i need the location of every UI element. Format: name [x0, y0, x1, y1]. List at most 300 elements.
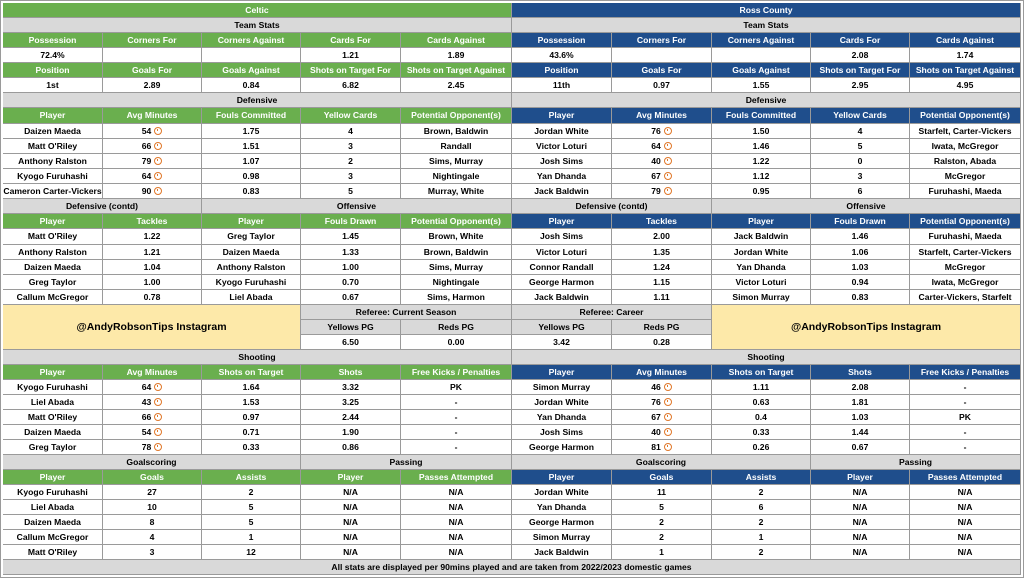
left-team-cards-for: [301, 48, 401, 63]
col-header-potential-opponents-text: Potential Opponent(s): [411, 215, 501, 226]
avg-minutes-text: 66: [141, 411, 152, 422]
goals-text: 10: [147, 501, 157, 512]
goals: [103, 530, 202, 545]
assists: [202, 545, 301, 560]
player-name-text: Kyogo Furuhashi: [17, 170, 88, 181]
potential-opponents-text: McGregor: [944, 261, 986, 272]
player-name-text: Jordan White: [534, 125, 589, 136]
referee-career-reds-text: 0.28: [653, 336, 670, 347]
shots-text: 1.81: [851, 396, 869, 407]
fouls-drawn-text: 0.83: [851, 291, 869, 302]
shots-text: 0.67: [851, 441, 869, 452]
player-name: [3, 154, 103, 169]
stopwatch-icon: [154, 172, 162, 180]
passes-attempted-text: N/A: [448, 531, 464, 542]
fouls-committed-text: 0.98: [242, 170, 260, 181]
avg-minutes-text: 54: [141, 426, 152, 437]
player-name-text: Victor Loturi: [735, 276, 787, 287]
right-team-position: [512, 78, 612, 93]
player-name: [512, 275, 612, 290]
potential-opponents: [401, 154, 512, 169]
col-header-goals-text: Goals: [140, 471, 164, 482]
right-team-position-text: 11th: [552, 79, 571, 90]
col-header-shots-on-target-for: [301, 63, 401, 78]
passes-attempted-text: N/A: [957, 486, 973, 497]
passing-player-text: N/A: [343, 546, 358, 557]
player-name-text: Matt O'Riley: [27, 140, 78, 151]
col-header-corners-against: [712, 33, 811, 48]
yellow-cards: [811, 184, 910, 199]
col-header-reds-pg: [401, 320, 512, 335]
potential-opponents-text: Sims, Murray: [429, 155, 483, 166]
col-header-yellows-pg: [301, 320, 401, 335]
player-name: [512, 124, 612, 139]
player-name: [3, 275, 103, 290]
player-name: [712, 229, 811, 245]
fouls-committed-text: 0.83: [242, 185, 260, 196]
assists-text: 5: [248, 501, 254, 512]
player-name-text: Liel Abada: [30, 396, 75, 407]
potential-opponents-text: Furuhashi, Maeda: [928, 185, 1002, 196]
passes-attempted-text: N/A: [957, 516, 973, 527]
stopwatch-icon: [154, 127, 162, 135]
avg-minutes-text: 54: [141, 125, 152, 136]
free-kicks-penalties: [910, 440, 1021, 455]
right-team-cards-for: [811, 48, 910, 63]
tackles-value: [612, 290, 712, 305]
col-header-cards-against: [910, 33, 1021, 48]
section-defensive-contd-text: Defensive (contd): [65, 200, 139, 211]
free-kicks-penalties: [910, 410, 1021, 425]
avg-minutes: [103, 124, 202, 139]
passes-attempted: [910, 500, 1021, 515]
col-header-cards-against-text: Cards Against: [427, 34, 485, 45]
player-name-text: Matt O'Riley: [27, 231, 78, 242]
avg-minutes-text: 66: [141, 140, 152, 151]
col-header-goals-for: [612, 63, 712, 78]
player-name-text: Anthony Ralston: [216, 261, 286, 272]
stopwatch-icon: [154, 443, 162, 451]
left-team-goals-for: [103, 78, 202, 93]
player-name-text: Callum McGregor: [16, 531, 89, 542]
potential-opponents-text: Carter-Vickers, Starfelt: [918, 291, 1012, 302]
yellow-cards-text: 4: [348, 125, 353, 136]
yellow-cards: [811, 154, 910, 169]
tackles-value: [103, 245, 202, 260]
free-kicks-penalties-text: -: [963, 441, 967, 452]
shots-on-target-text: 0.33: [242, 441, 260, 452]
potential-opponents: [401, 260, 512, 275]
goals: [612, 485, 712, 500]
col-header-goals-for-text: Goals For: [641, 64, 682, 75]
stopwatch-icon: [154, 413, 162, 421]
free-kicks-penalties-text: -: [454, 411, 458, 422]
col-header-fouls-drawn-text: Fouls Drawn: [834, 215, 886, 226]
col-header-goals-against: [202, 63, 301, 78]
potential-opponents: [910, 169, 1021, 184]
col-header-shots-on-target-against: [401, 63, 512, 78]
yellow-cards-text: 2: [348, 155, 353, 166]
potential-opponents: [910, 154, 1021, 169]
player-name-text: Cameron Carter-Vickers: [3, 185, 102, 196]
player-name: [3, 169, 103, 184]
tackles-value: [103, 290, 202, 305]
tackles-value: [103, 229, 202, 245]
col-header-corners-against-text: Corners Against: [217, 34, 285, 45]
left-team-corners-for: [103, 48, 202, 63]
right-team-sot-for: [811, 78, 910, 93]
passes-attempted-text: N/A: [448, 516, 464, 527]
col-header-shots-on-target-for-text: Shots on Target For: [819, 64, 901, 75]
col-header-cards-for: [301, 33, 401, 48]
player-name-text: Kyogo Furuhashi: [215, 276, 287, 287]
col-header-corners-for: [103, 33, 202, 48]
yellow-cards-text: 5: [348, 185, 353, 196]
section-passing-text: Passing: [389, 456, 423, 467]
free-kicks-penalties-text: -: [963, 396, 967, 407]
player-name: [3, 425, 103, 440]
shots-text: 0.86: [342, 441, 359, 452]
stopwatch-icon: [664, 413, 672, 421]
yellow-cards: [301, 124, 401, 139]
player-name-text: Matt O'Riley: [27, 546, 78, 557]
col-header-player: [3, 470, 103, 485]
col-header-shots: [301, 365, 401, 380]
col-header-fouls-drawn: [301, 214, 401, 229]
col-header-potential-opponents-text: Potential Opponent(s): [920, 215, 1010, 226]
referee-career-reds: [612, 335, 712, 350]
avg-minutes: [612, 139, 712, 154]
fouls-drawn: [301, 290, 401, 305]
section-shooting: [512, 350, 1021, 365]
free-kicks-penalties-text: PK: [959, 411, 971, 422]
goals: [612, 530, 712, 545]
potential-opponents: [401, 229, 512, 245]
left-team-position-text: 1st: [46, 79, 59, 90]
potential-opponents: [401, 245, 512, 260]
player-name: [3, 530, 103, 545]
passing-player: [811, 530, 910, 545]
assists-text: 2: [758, 486, 764, 497]
col-header-player: [3, 108, 103, 124]
player-name-text: George Harmon: [529, 516, 594, 527]
left-team-sot-against-text: 2.45: [447, 79, 465, 90]
right-team-cards-for-text: 2.08: [851, 49, 869, 60]
free-kicks-penalties-text: PK: [450, 381, 462, 392]
avg-minutes-text: 46: [651, 381, 661, 392]
stopwatch-icon: [154, 428, 162, 436]
col-header-player-text: Player: [548, 215, 575, 226]
potential-opponents: [910, 245, 1021, 260]
col-header-player: [202, 214, 301, 229]
tackles-value-text: 1.24: [653, 261, 670, 272]
col-header-corners-for-text: Corners For: [127, 34, 177, 45]
assists: [712, 515, 811, 530]
yellow-cards-text: 0: [857, 155, 863, 166]
potential-opponents-text: McGregor: [944, 170, 986, 181]
passing-player: [811, 545, 910, 560]
shots: [811, 395, 910, 410]
assists: [202, 500, 301, 515]
avg-minutes-text: 64: [141, 381, 152, 392]
avg-minutes: [103, 440, 202, 455]
promo-left-text: @AndyRobsonTips Instagram: [76, 320, 227, 333]
player-name-text: Yan Dhanda: [536, 170, 587, 181]
player-name-text: Victor Loturi: [536, 246, 587, 257]
fouls-committed: [712, 184, 811, 199]
passes-attempted-text: N/A: [957, 501, 973, 512]
promo-right: [712, 305, 1021, 350]
player-name: [3, 500, 103, 515]
shots: [301, 410, 401, 425]
player-name: [3, 184, 103, 199]
passing-player: [301, 545, 401, 560]
avg-minutes: [612, 425, 712, 440]
col-header-corners-against-text: Corners Against: [727, 34, 795, 45]
section-offensive: [202, 199, 512, 214]
player-name-text: Matt O'Riley: [27, 411, 78, 422]
fouls-drawn: [811, 229, 910, 245]
col-header-fouls-committed-text: Fouls Committed: [725, 110, 797, 121]
section-offensive-text: Offensive: [846, 200, 886, 211]
stopwatch-icon: [664, 443, 672, 451]
right-team-title: [512, 3, 1021, 18]
potential-opponents: [910, 290, 1021, 305]
col-header-player-text: Player: [548, 471, 575, 482]
col-header-player-text: Player: [238, 215, 264, 226]
player-name-text: Liel Abada: [30, 501, 75, 512]
col-header-yellow-cards-text: Yellow Cards: [833, 110, 887, 121]
tackles-value: [103, 260, 202, 275]
free-kicks-penalties: [910, 395, 1021, 410]
assists-text: 1: [248, 531, 254, 542]
passes-attempted: [401, 545, 512, 560]
passing-player-text: N/A: [852, 501, 868, 512]
shots: [811, 380, 910, 395]
left-team-possession: [3, 48, 103, 63]
col-header-yellows-pg-text: Yellows PG: [327, 321, 374, 332]
right-team-sot-for-text: 2.95: [851, 79, 869, 90]
right-team-sot-against-text: 4.95: [956, 79, 974, 90]
fouls-committed-text: 1.12: [752, 170, 770, 181]
stopwatch-icon: [154, 142, 162, 150]
col-header-shots-on-target-text: Shots on Target: [218, 366, 284, 377]
col-header-goals-text: Goals: [649, 471, 674, 482]
left-team-goals-against-text: 0.84: [242, 79, 260, 90]
col-header-shots-on-target-against-text: Shots on Target Against: [915, 64, 1015, 75]
right-team-possession: [512, 48, 612, 63]
avg-minutes-text: 64: [651, 140, 661, 151]
player-name: [512, 290, 612, 305]
potential-opponents-text: Ralston, Abada: [933, 155, 997, 166]
shots-on-target: [202, 410, 301, 425]
col-header-avg-minutes: [612, 108, 712, 124]
stopwatch-icon: [664, 383, 672, 391]
col-header-cards-against-text: Cards Against: [936, 34, 994, 45]
avg-minutes: [612, 124, 712, 139]
yellow-cards-text: 4: [857, 125, 863, 136]
free-kicks-penalties: [401, 380, 512, 395]
fouls-committed-text: 1.75: [242, 125, 260, 136]
passes-attempted: [910, 515, 1021, 530]
tackles-value-text: 1.35: [653, 246, 670, 257]
player-name: [512, 380, 612, 395]
col-header-possession-text: Possession: [537, 34, 586, 45]
shots-on-target-text: 1.64: [242, 381, 260, 392]
free-kicks-penalties-text: -: [963, 426, 967, 437]
passes-attempted: [401, 485, 512, 500]
goals: [612, 500, 712, 515]
avg-minutes: [103, 380, 202, 395]
stopwatch-icon: [664, 398, 672, 406]
section-passing: [811, 455, 1021, 470]
player-name: [512, 515, 612, 530]
col-header-potential-opponents: [401, 108, 512, 124]
potential-opponents-text: Starfelt, Carter-Vickers: [918, 125, 1012, 136]
player-name: [512, 425, 612, 440]
passes-attempted: [910, 530, 1021, 545]
avg-minutes-text: 43: [141, 396, 152, 407]
section-goalscoring: [3, 455, 301, 470]
shots-on-target: [712, 380, 811, 395]
yellow-cards: [811, 169, 910, 184]
yellow-cards-text: 6: [857, 185, 863, 196]
player-name: [3, 245, 103, 260]
potential-opponents: [910, 139, 1021, 154]
player-name: [3, 139, 103, 154]
section-defensive-contd: [512, 199, 712, 214]
assists-text: 1: [758, 531, 764, 542]
footer-note: [3, 560, 1021, 575]
col-header-potential-opponents-text: Potential Opponent(s): [920, 110, 1010, 121]
footer-note-text: All stats are displayed per 90mins played and are taken from 2022/2023 domestic games: [331, 561, 692, 572]
passing-player: [301, 515, 401, 530]
col-header-yellow-cards: [811, 108, 910, 124]
assists-text: 12: [246, 546, 256, 557]
fouls-drawn-text: 1.33: [342, 246, 359, 257]
col-header-free-kicks-penalties: [401, 365, 512, 380]
potential-opponents: [401, 169, 512, 184]
left-team-title-text: Celtic: [245, 4, 269, 15]
promo-left: [3, 305, 301, 350]
player-name-text: Anthony Ralston: [18, 155, 87, 166]
col-header-player-text: Player: [39, 110, 66, 121]
player-name-text: Greg Taylor: [28, 276, 77, 287]
player-name-text: Jordan White: [534, 396, 589, 407]
avg-minutes: [612, 380, 712, 395]
passes-attempted: [401, 515, 512, 530]
fouls-committed: [712, 124, 811, 139]
col-header-fouls-committed-text: Fouls Committed: [215, 110, 287, 121]
team-stats-heading: [512, 18, 1021, 33]
player-name-text: Jack Baldwin: [733, 231, 789, 242]
col-header-position-text: Position: [544, 64, 579, 75]
passing-player-text: N/A: [343, 531, 358, 542]
fouls-drawn-text: 1.06: [851, 246, 869, 257]
potential-opponents-text: Sims, Harmon: [427, 291, 485, 302]
avg-minutes-text: 79: [651, 185, 661, 196]
fouls-committed: [712, 154, 811, 169]
assists: [712, 500, 811, 515]
potential-opponents-text: Furuhashi, Maeda: [928, 231, 1002, 242]
fouls-committed-text: 1.51: [242, 140, 260, 151]
goals: [103, 485, 202, 500]
right-team-possession-text: 43.6%: [549, 49, 574, 60]
left-team-goals-for-text: 2.89: [143, 79, 161, 90]
left-team-cards-against-text: 1.89: [447, 49, 465, 60]
shots-text: 3.32: [342, 381, 359, 392]
assists-text: 6: [758, 501, 764, 512]
referee-current-heading: [301, 305, 512, 320]
shots-text: 3.25: [342, 396, 359, 407]
passing-player-text: N/A: [852, 486, 868, 497]
player-name: [3, 380, 103, 395]
section-passing: [301, 455, 512, 470]
potential-opponents: [401, 290, 512, 305]
assists-text: 2: [758, 546, 764, 557]
col-header-goals: [612, 470, 712, 485]
col-header-cards-for-text: Cards For: [330, 34, 371, 45]
shots: [811, 410, 910, 425]
assists-text: 2: [758, 516, 764, 527]
passes-attempted-text: N/A: [448, 501, 464, 512]
player-name: [512, 229, 612, 245]
goals-text: 1: [659, 546, 664, 557]
col-header-player: [811, 470, 910, 485]
stopwatch-icon: [154, 398, 162, 406]
col-header-tackles: [103, 214, 202, 229]
shots-on-target: [712, 410, 811, 425]
fouls-committed: [202, 139, 301, 154]
fouls-committed-text: 1.22: [752, 155, 770, 166]
potential-opponents: [401, 124, 512, 139]
fouls-drawn-text: 1.00: [342, 261, 359, 272]
player-name-text: Kyogo Furuhashi: [17, 381, 88, 392]
avg-minutes: [103, 169, 202, 184]
passes-attempted-text: N/A: [957, 531, 973, 542]
shots: [811, 425, 910, 440]
col-header-avg-minutes: [612, 365, 712, 380]
avg-minutes: [103, 425, 202, 440]
goals: [103, 515, 202, 530]
player-name: [512, 154, 612, 169]
referee-current-yellows-text: 6.50: [342, 336, 359, 347]
potential-opponents-text: Iwata, McGregor: [931, 276, 999, 287]
tackles-value-text: 2.00: [653, 231, 670, 242]
player-name-text: Jack Baldwin: [534, 546, 589, 557]
right-team-cards-against: [910, 48, 1021, 63]
referee-current-reds: [401, 335, 512, 350]
col-header-player-text: Player: [548, 366, 575, 377]
passes-attempted-text: N/A: [957, 546, 973, 557]
shots-text: 1.44: [851, 426, 869, 437]
right-team-goals-for: [612, 78, 712, 93]
section-offensive: [712, 199, 1021, 214]
player-name-text: Jordan White: [534, 486, 589, 497]
avg-minutes: [612, 154, 712, 169]
player-name-text: Victor Loturi: [536, 140, 587, 151]
player-name: [3, 485, 103, 500]
avg-minutes: [612, 169, 712, 184]
potential-opponents: [910, 229, 1021, 245]
col-header-player: [3, 365, 103, 380]
player-name: [512, 169, 612, 184]
col-header-cards-for-text: Cards For: [839, 34, 881, 45]
player-name: [202, 260, 301, 275]
col-header-avg-minutes: [103, 108, 202, 124]
potential-opponents: [401, 139, 512, 154]
stopwatch-icon: [664, 142, 672, 150]
